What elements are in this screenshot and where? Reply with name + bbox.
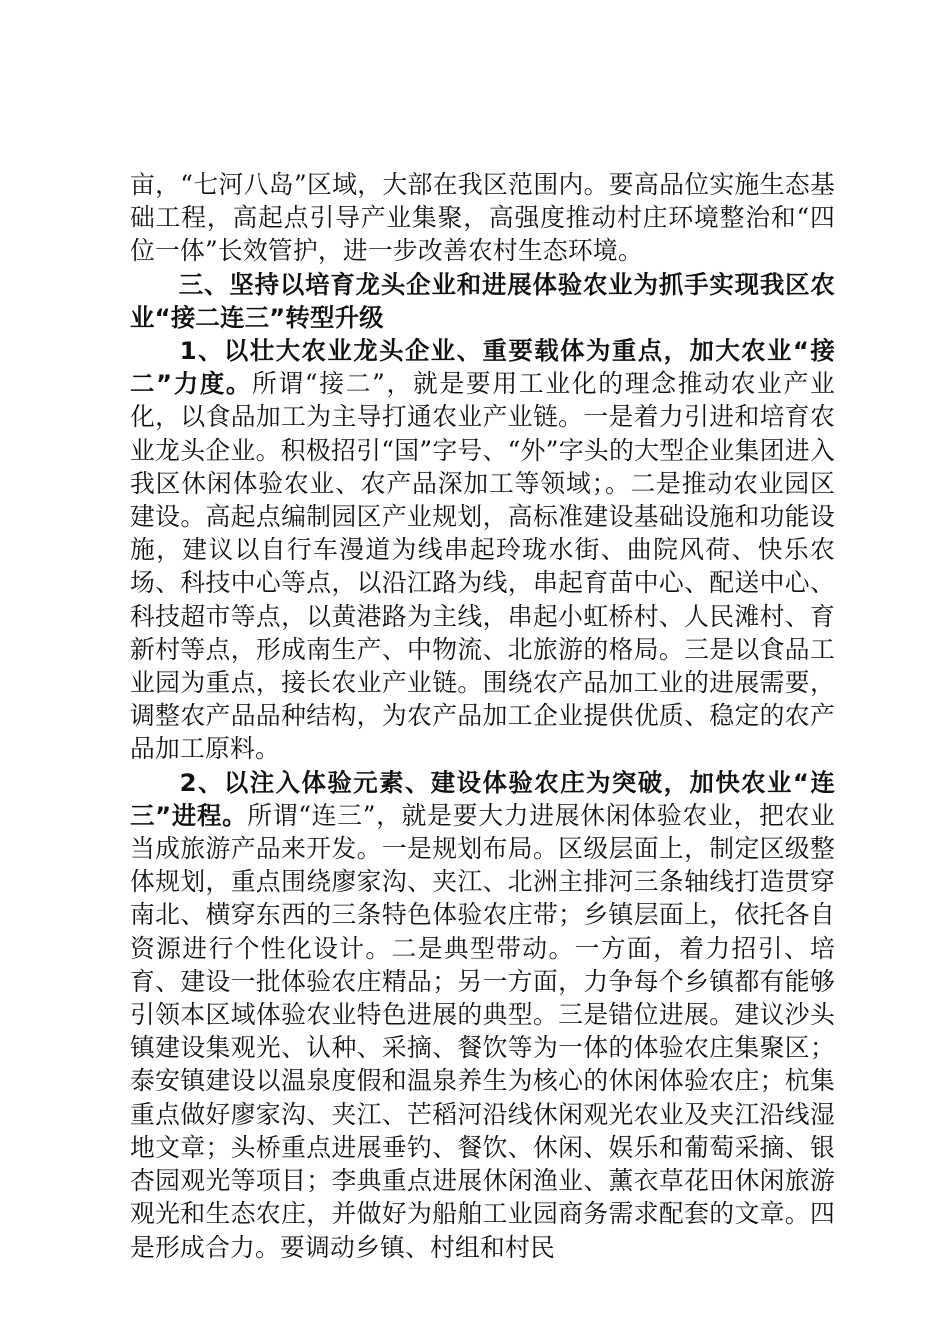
intro-paragraph: 亩，“七河八岛”区域，大部在我区范围内。要高品位实施生态基础工程，高起点引导产业集聚，高强度推动村庄环境整治和“四位一体”长效管护，进一步改善农村生态环境。 (130, 170, 835, 266)
item-1-body: 所谓“接二”，就是要用工业化的理念推动农业产业化，以食品加工为主导打通农业产业链。一是着力引进和培育农业龙头企业。积极招引“国”字号、“外”字头的大型企业集团进入我区休闲体验农业、农产品深加工等领域；。二是推动农业园区建设。高起点编制园区产业规划，高标准建设基础设施和功能设施，建议以自行车漫道为线串起玲珑水街、曲院风荷、快乐农场、科技中心等点，以沿江路为线，串起育苗中心、配送中心、科技超市等点，以黄港路为主线，串起小虹桥村、人民滩村、育新村等点，形成南生产、中物流、北旅游的格局。三是以食品工业园为重点，接长农业产业链。围绕农产品加工业的进展需要，调整农产品品种结构，为农产品加工企业提供优质、稳定的农产品加工原料。 (130, 369, 835, 764)
item-2-body: 所谓“连三”，就是要大力进展休闲体验农业，把农业当成旅游产品来开发。一是规划布局。区级层面上，制定区级整体规划，重点围绕廖家沟、夹江、北洲主排河三条轴线打造贯穿南北、横穿东西的三条特色体验农庄带；乡镇层面上，依托各自资源进行个性化设计。二是典型带动。一方面，着力招引、培育、建设一批体验农庄精品；另一方面，力争每个乡镇都有能够引领本区域体验农业特色进展的典型。三是错位进展。建议沙头镇建设集观光、认种、采摘、餐饮等为一体的体验农庄集聚区；泰安镇建设以温泉度假和温泉养生为核心的休闲体验农庄；杭集重点做好廖家沟、夹江、芒稻河沿线休闲观光农业及夹江沿线湿地文章；头桥重点进展垂钓、餐饮、休闲、娱乐和葡萄采摘、银杏园观光等项目；李典重点进展休闲渔业、薰衣草花田休闲旅游观光和生态农庄，并做好为船舶工业园商务需求配套的文章。四是形成合力。要调动乡镇、村组和村民 (130, 800, 836, 1262)
item-2-lead: 2、以注入体验元素、建设体验农庄为突破，加快农业“连三”进程。 (130, 767, 835, 830)
document-body (130, 168, 835, 1264)
item-1-lead: 1、以壮大农业龙头企业、重要载体为重点，加大农业“接二”力度。 (130, 336, 835, 399)
item-2-paragraph (130, 766, 835, 1264)
section-heading: 三、坚持以培育龙头企业和进展体验农业为抓手实现我区农业“接二连三”转型升级 (130, 269, 835, 332)
item-1-paragraph (130, 334, 835, 766)
